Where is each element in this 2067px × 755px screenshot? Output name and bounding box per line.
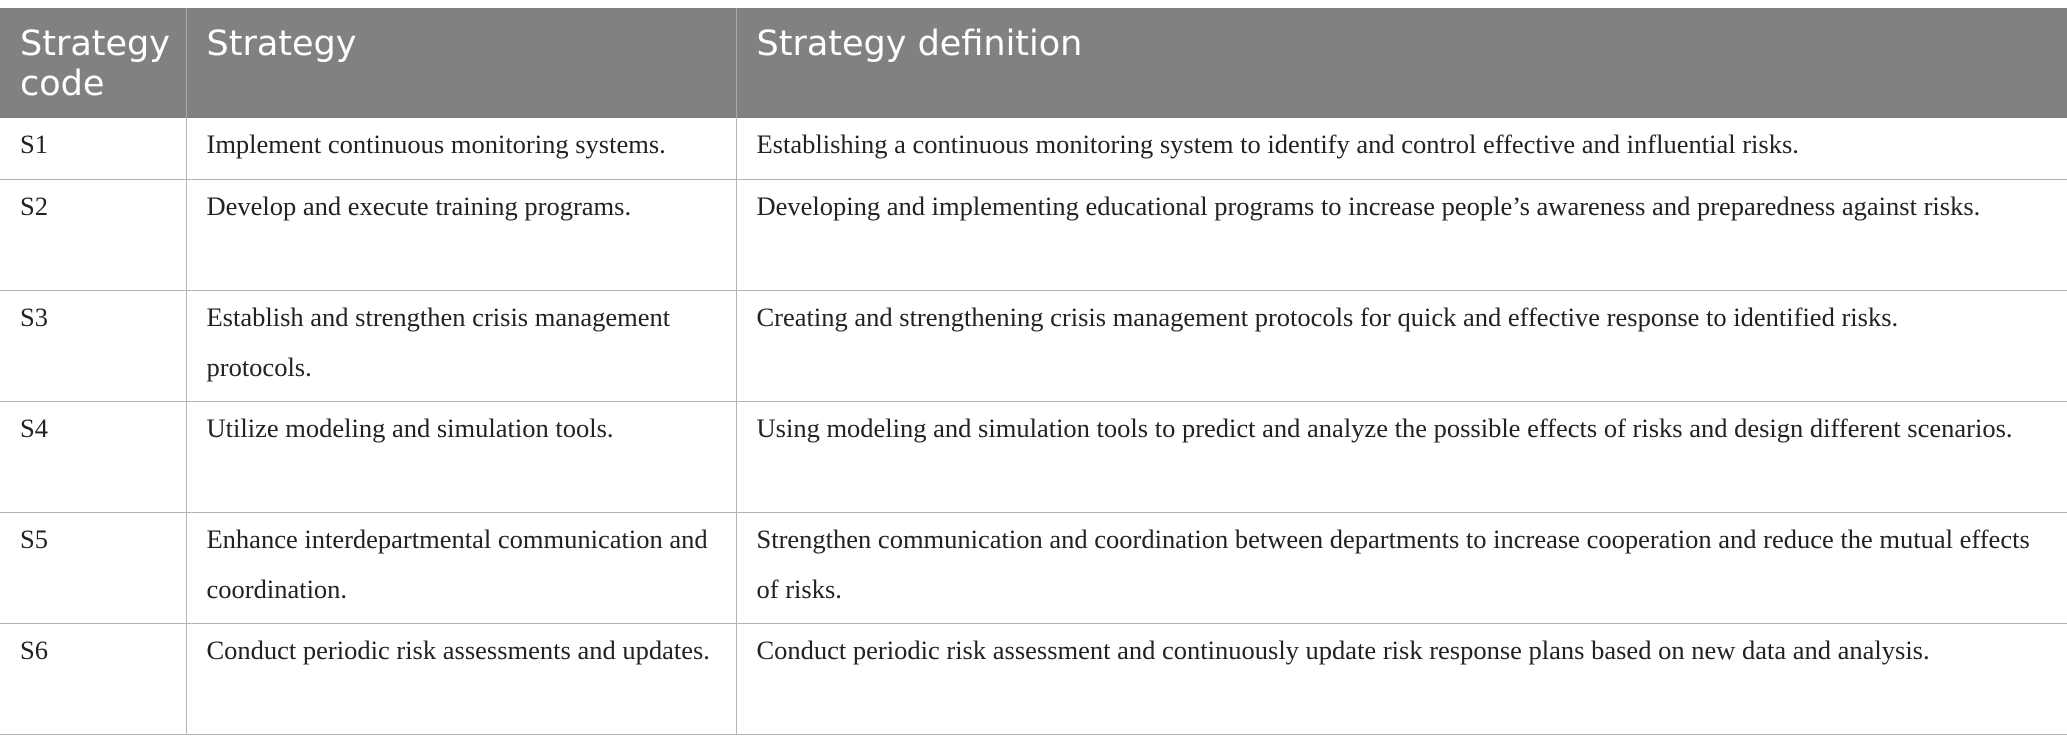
strategy-table: [0, 8, 2067, 735]
table-row: [0, 623, 2067, 734]
header-strategy: Strategy: [186, 8, 736, 118]
header-strategy-definition: Strategy definition: [736, 8, 2067, 118]
header-strategy-code: Strategy code: [0, 8, 186, 118]
cell-definition: Creating and strengthening crisis management protocols for quick and effective response to identified risks.: [736, 290, 2067, 401]
table-row: [0, 401, 2067, 512]
table-header: [0, 8, 2067, 118]
table-row: [0, 512, 2067, 623]
cell-code: S3: [0, 290, 186, 401]
cell-strategy: Implement continuous monitoring systems.: [186, 118, 736, 179]
cell-strategy: Conduct periodic risk assessments and updates.: [186, 623, 736, 734]
cell-strategy: Develop and execute training programs.: [186, 179, 736, 290]
table-row: [0, 290, 2067, 401]
table-row: [0, 179, 2067, 290]
cell-strategy: Utilize modeling and simulation tools.: [186, 401, 736, 512]
cell-strategy: Establish and strengthen crisis management protocols.: [186, 290, 736, 401]
cell-definition: Developing and implementing educational programs to increase people’s awareness and preparedness against risks.: [736, 179, 2067, 290]
strategy-table-container: [0, 8, 2067, 735]
table-row: [0, 118, 2067, 179]
cell-strategy: Enhance interdepartmental communication and coordination.: [186, 512, 736, 623]
cell-definition: Using modeling and simulation tools to predict and analyze the possible effects of risks and design different scenarios.: [736, 401, 2067, 512]
cell-definition: Strengthen communication and coordination between departments to increase cooperation and reduce the mutual effects of risks.: [736, 512, 2067, 623]
header-row: [0, 8, 2067, 118]
cell-code: S4: [0, 401, 186, 512]
cell-code: S2: [0, 179, 186, 290]
cell-code: S6: [0, 623, 186, 734]
cell-definition: Conduct periodic risk assessment and continuously update risk response plans based on new data and analysis.: [736, 623, 2067, 734]
cell-code: S1: [0, 118, 186, 179]
table-body: [0, 118, 2067, 734]
cell-code: S5: [0, 512, 186, 623]
cell-definition: Establishing a continuous monitoring system to identify and control effective and influential risks.: [736, 118, 2067, 179]
